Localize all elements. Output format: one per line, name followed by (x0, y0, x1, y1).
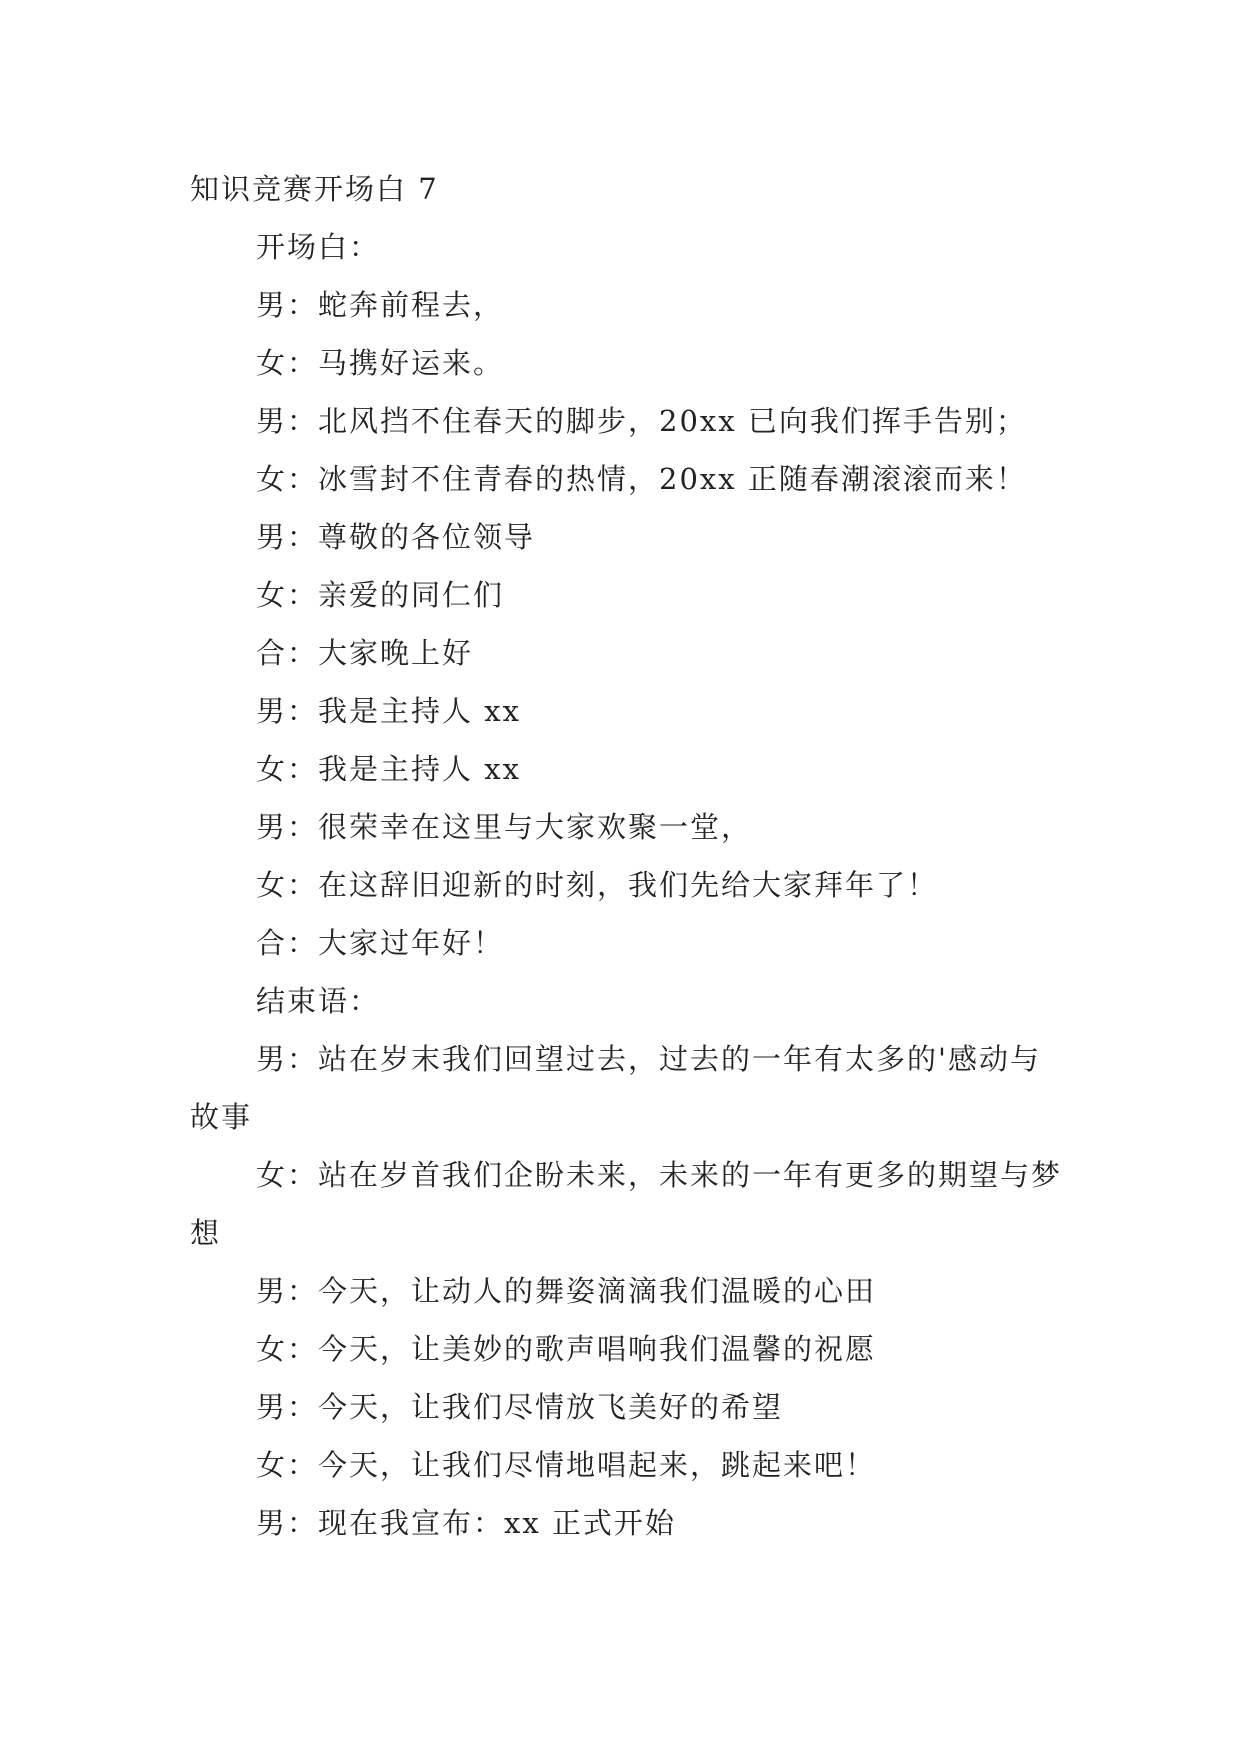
paragraph: 女：冰雪封不住青春的热情，20xx 正随春潮滚滚而来！ (256, 462, 1027, 496)
paragraph: 男：我是主持人 xx (256, 694, 521, 728)
paragraph: 男：很荣幸在这里与大家欢聚一堂， (256, 810, 753, 844)
paragraph: 男：今天，让动人的舞姿滴滴我们温暖的心田 (256, 1274, 877, 1308)
paragraph: 合：大家过年好！ (256, 926, 505, 960)
paragraph: 男：现在我宣布：xx 正式开始 (256, 1506, 676, 1540)
paragraph: 合：大家晚上好 (256, 636, 474, 670)
paragraph: 男：今天，让我们尽情放飞美好的希望 (256, 1390, 784, 1424)
paragraph: 女：今天，让我们尽情地唱起来，跳起来吧！ (256, 1448, 877, 1482)
paragraph: 结束语： (256, 984, 381, 1018)
paragraph: 女：在这辞旧迎新的时刻，我们先给大家拜年了！ (256, 868, 939, 902)
paragraph: 女：站在岁首我们企盼未来，未来的一年有更多的期望与梦想 (190, 1158, 1063, 1250)
document-title: 知识竞赛开场白 7 (190, 172, 439, 206)
paragraph: 男：北风挡不住春天的脚步，20xx 已向我们挥手告别； (256, 404, 1027, 438)
paragraph: 男：站在岁末我们回望过去，过去的一年有太多的'感动与故事 (190, 1042, 1041, 1134)
paragraph: 女：我是主持人 xx (256, 752, 521, 786)
paragraph: 开场白： (256, 230, 381, 264)
paragraph: 男：蛇奔前程去， (256, 288, 505, 322)
document-body (190, 160, 1070, 1552)
paragraph: 男：尊敬的各位领导 (256, 520, 536, 554)
paragraph: 女：亲爱的同仁们 (256, 578, 505, 612)
paragraph: 女：今天，让美妙的歌声唱响我们温馨的祝愿 (256, 1332, 877, 1366)
paragraph: 女：马携好运来。 (256, 346, 505, 380)
